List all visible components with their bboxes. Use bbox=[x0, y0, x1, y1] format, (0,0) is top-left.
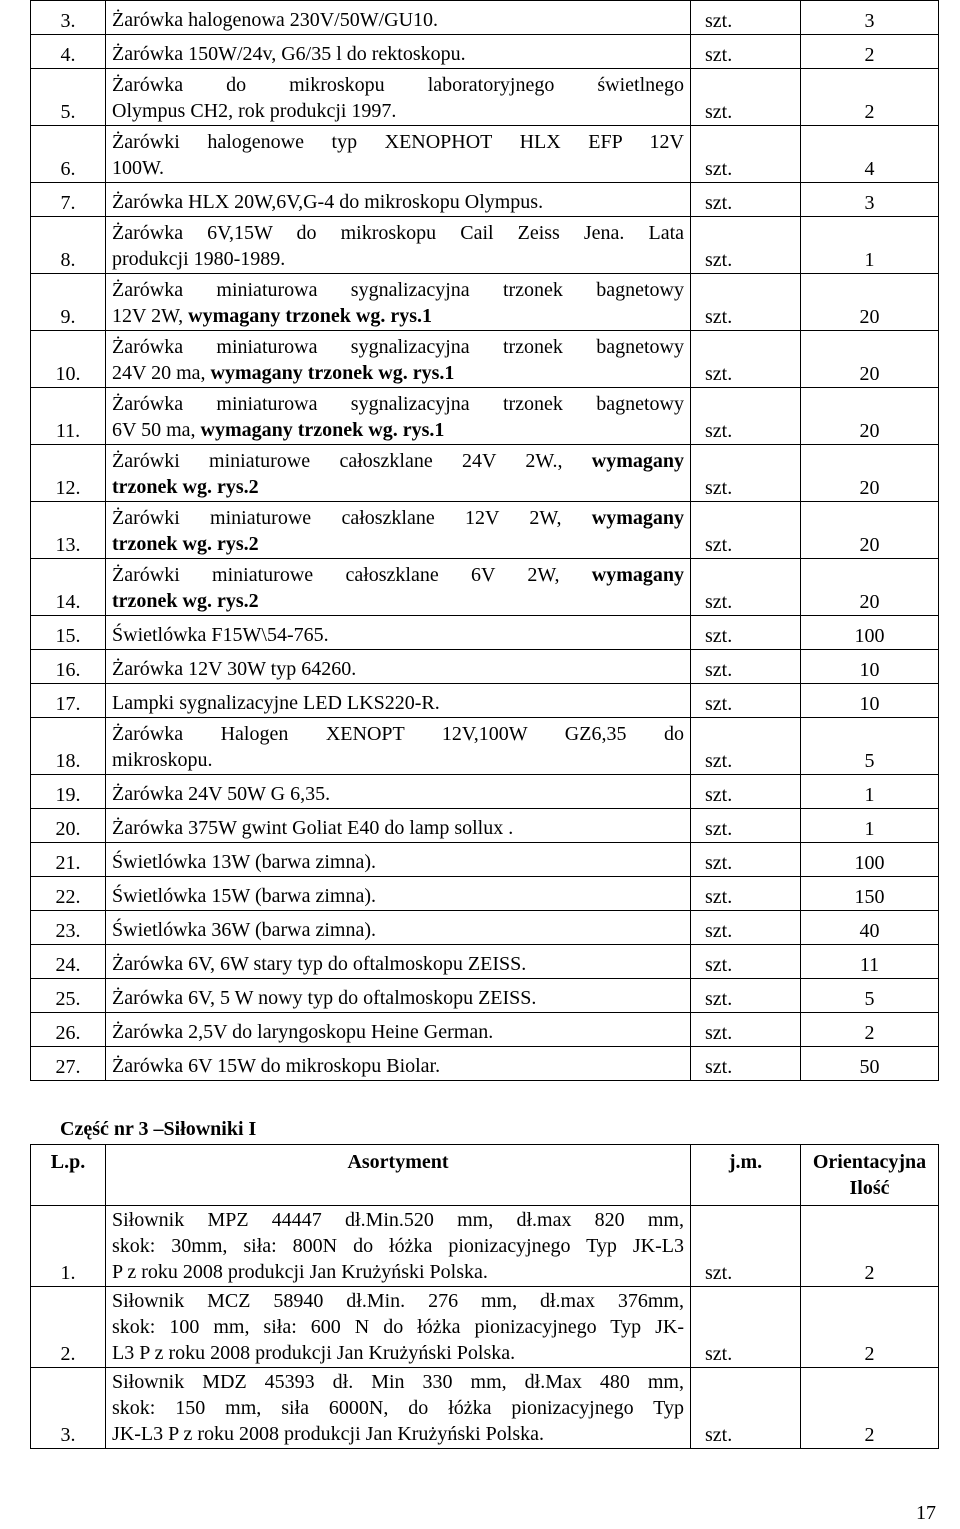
description-text: 12V 2W, bbox=[112, 305, 189, 327]
table-row bbox=[31, 877, 939, 911]
item-description bbox=[106, 616, 691, 650]
description-line: Świetlówka 13W (barwa zimna). bbox=[112, 851, 376, 873]
description-line: Żarówka miniaturowa sygnalizacyjna trzonek bagnetowy bbox=[112, 279, 684, 301]
description-line: Siłownik MPZ 44447 dł.Min.520 mm, dł.max 820 mm, bbox=[112, 1209, 684, 1231]
table-row bbox=[31, 445, 939, 502]
row-number: 22. bbox=[31, 877, 106, 911]
quantity: 2 bbox=[801, 1287, 939, 1368]
description-line: Żarówka Halogen XENOPT 12V,100W GZ6,35 do bbox=[112, 723, 684, 745]
table-row bbox=[31, 684, 939, 718]
quantity: 20 bbox=[801, 274, 939, 331]
unit: szt. bbox=[691, 1287, 801, 1368]
item-description bbox=[106, 445, 691, 502]
row-number: 15. bbox=[31, 616, 106, 650]
description-requirement: wymagany bbox=[591, 564, 684, 586]
table-row bbox=[31, 126, 939, 183]
row-number: 24. bbox=[31, 945, 106, 979]
header-jm: j.m. bbox=[691, 1145, 801, 1206]
table-row bbox=[31, 1287, 939, 1368]
quantity: 100 bbox=[801, 616, 939, 650]
description-line: Żarówka do mikroskopu laboratoryjnego świetlnego bbox=[112, 74, 684, 96]
unit: szt. bbox=[691, 945, 801, 979]
unit: szt. bbox=[691, 1206, 801, 1287]
item-description bbox=[106, 1047, 691, 1081]
table-row bbox=[31, 1047, 939, 1081]
unit: szt. bbox=[691, 388, 801, 445]
description-requirement: wymagany trzonek wg. rys.1 bbox=[210, 362, 455, 384]
quantity: 20 bbox=[801, 502, 939, 559]
table-row bbox=[31, 183, 939, 217]
table-row bbox=[31, 979, 939, 1013]
row-number: 16. bbox=[31, 650, 106, 684]
quantity: 20 bbox=[801, 445, 939, 502]
row-number: 27. bbox=[31, 1047, 106, 1081]
description-line bbox=[112, 448, 684, 474]
row-number: 6. bbox=[31, 126, 106, 183]
items-table-part3 bbox=[30, 1144, 939, 1449]
table-row bbox=[31, 650, 939, 684]
table-row bbox=[31, 502, 939, 559]
quantity: 150 bbox=[801, 877, 939, 911]
row-number: 19. bbox=[31, 775, 106, 809]
description-line: Świetlówka 15W (barwa zimna). bbox=[112, 885, 376, 907]
description-line: skok: 150 mm, siła 6000N, do łóżka pionizacyjnego Typ bbox=[112, 1397, 684, 1419]
description-line: L3 P z roku 2008 produkcji Jan Krużyński Polska. bbox=[112, 1342, 516, 1364]
row-number: 9. bbox=[31, 274, 106, 331]
description-text: 24V 20 ma, bbox=[112, 362, 211, 384]
unit: szt. bbox=[691, 650, 801, 684]
quantity: 20 bbox=[801, 559, 939, 616]
quantity: 3 bbox=[801, 183, 939, 217]
quantity: 2 bbox=[801, 35, 939, 69]
description-requirement: trzonek wg. rys.2 bbox=[112, 590, 259, 612]
description-line: skok: 30mm, siła: 800N do łóżka pionizacyjnego Typ JK-L3 bbox=[112, 1235, 684, 1257]
description-line: Żarówka 6V, 5 W nowy typ do oftalmoskopu ZEISS. bbox=[112, 987, 537, 1009]
item-description bbox=[106, 1013, 691, 1047]
table-row bbox=[31, 331, 939, 388]
description-line bbox=[112, 303, 684, 329]
unit: szt. bbox=[691, 35, 801, 69]
unit: szt. bbox=[691, 274, 801, 331]
description-line: Żarówka 6V 15W do mikroskopu Biolar. bbox=[112, 1055, 441, 1077]
item-description bbox=[106, 183, 691, 217]
table-row bbox=[31, 69, 939, 126]
description-text: Żarówki miniaturowe całoszklane 6V 2W, bbox=[112, 564, 592, 586]
row-number: 5. bbox=[31, 69, 106, 126]
quantity: 1 bbox=[801, 775, 939, 809]
item-description bbox=[106, 945, 691, 979]
description-line: Świetlówka F15W\54-765. bbox=[112, 624, 329, 646]
description-line: Żarówka miniaturowa sygnalizacyjna trzonek bagnetowy bbox=[112, 336, 684, 358]
item-description bbox=[106, 559, 691, 616]
items-table-body-part3 bbox=[31, 1206, 939, 1449]
row-number: 17. bbox=[31, 684, 106, 718]
description-line bbox=[112, 417, 684, 443]
row-number: 10. bbox=[31, 331, 106, 388]
table-row bbox=[31, 809, 939, 843]
row-number: 13. bbox=[31, 502, 106, 559]
table-row bbox=[31, 718, 939, 775]
unit: szt. bbox=[691, 126, 801, 183]
table-row bbox=[31, 1368, 939, 1449]
quantity: 10 bbox=[801, 650, 939, 684]
description-line: Siłownik MDZ 45393 dł. Min 330 mm, dł.Max 480 mm, bbox=[112, 1371, 684, 1393]
description-line: Żarówki halogenowe typ XENOPHOT HLX EFP 12V bbox=[112, 131, 684, 153]
description-line: mikroskopu. bbox=[112, 749, 213, 771]
quantity: 5 bbox=[801, 979, 939, 1013]
description-line: produkcji 1980-1989. bbox=[112, 248, 286, 270]
row-number: 21. bbox=[31, 843, 106, 877]
unit: szt. bbox=[691, 1013, 801, 1047]
quantity: 40 bbox=[801, 911, 939, 945]
description-line: Świetlówka 36W (barwa zimna). bbox=[112, 919, 376, 941]
row-number: 7. bbox=[31, 183, 106, 217]
quantity: 20 bbox=[801, 331, 939, 388]
item-description bbox=[106, 1287, 691, 1368]
description-line: Żarówka halogenowa 230V/50W/GU10. bbox=[112, 9, 439, 31]
unit: szt. bbox=[691, 1047, 801, 1081]
row-number: 3. bbox=[31, 1, 106, 35]
description-line: JK-L3 P z roku 2008 produkcji Jan Krużyński Polska. bbox=[112, 1423, 544, 1445]
description-line: Żarówka miniaturowa sygnalizacyjna trzonek bagnetowy bbox=[112, 393, 684, 415]
unit: szt. bbox=[691, 718, 801, 775]
quantity: 2 bbox=[801, 69, 939, 126]
description-requirement: wymagany bbox=[591, 507, 684, 529]
table-row bbox=[31, 843, 939, 877]
unit: szt. bbox=[691, 217, 801, 274]
item-description bbox=[106, 388, 691, 445]
table-row bbox=[31, 775, 939, 809]
quantity: 100 bbox=[801, 843, 939, 877]
description-line: 100W. bbox=[112, 157, 165, 179]
description-line: skok: 100 mm, siła: 600 N do łóżka pionizacyjnego Typ JK- bbox=[112, 1316, 684, 1338]
description-requirement: wymagany bbox=[591, 450, 684, 472]
quantity: 4 bbox=[801, 126, 939, 183]
item-description bbox=[106, 274, 691, 331]
quantity: 2 bbox=[801, 1206, 939, 1287]
description-line: Lampki sygnalizacyjne LED LKS220-R. bbox=[112, 692, 440, 714]
description-line: Żarówka 2,5V do laryngoskopu Heine German. bbox=[112, 1021, 494, 1043]
item-description bbox=[106, 1368, 691, 1449]
description-line: Żarówka 375W gwint Goliat E40 do lamp sollux . bbox=[112, 817, 514, 839]
table-row bbox=[31, 35, 939, 69]
page-number: 17 bbox=[916, 1502, 936, 1524]
unit: szt. bbox=[691, 911, 801, 945]
unit: szt. bbox=[691, 69, 801, 126]
table-row bbox=[31, 1, 939, 35]
header-lp: L.p. bbox=[31, 1145, 106, 1206]
item-description bbox=[106, 331, 691, 388]
unit: szt. bbox=[691, 979, 801, 1013]
item-description bbox=[106, 217, 691, 274]
description-line: Siłownik MCZ 58940 dł.Min. 276 mm, dł.max 376mm, bbox=[112, 1290, 684, 1312]
unit: szt. bbox=[691, 684, 801, 718]
description-line bbox=[112, 505, 684, 531]
quantity: 5 bbox=[801, 718, 939, 775]
row-number: 14. bbox=[31, 559, 106, 616]
unit: szt. bbox=[691, 183, 801, 217]
items-table-body bbox=[31, 1, 939, 1081]
description-requirement: wymagany trzonek wg. rys.1 bbox=[200, 419, 445, 441]
description-line: Olympus CH2, rok produkcji 1997. bbox=[112, 100, 397, 122]
row-number: 2. bbox=[31, 1287, 106, 1368]
quantity: 20 bbox=[801, 388, 939, 445]
quantity: 11 bbox=[801, 945, 939, 979]
description-line: Żarówka 24V 50W G 6,35. bbox=[112, 783, 331, 805]
table-row bbox=[31, 274, 939, 331]
quantity: 3 bbox=[801, 1, 939, 35]
table-row bbox=[31, 1206, 939, 1287]
unit: szt. bbox=[691, 616, 801, 650]
description-line: Żarówka 150W/24v, G6/35 l do rektoskopu. bbox=[112, 43, 466, 65]
item-description bbox=[106, 809, 691, 843]
description-line: Żarówka 12V 30W typ 64260. bbox=[112, 658, 357, 680]
table-row bbox=[31, 559, 939, 616]
description-text: Żarówki miniaturowe całoszklane 12V 2W, bbox=[112, 507, 592, 529]
item-description bbox=[106, 877, 691, 911]
unit: szt. bbox=[691, 877, 801, 911]
description-line: Żarówka HLX 20W,6V,G-4 do mikroskopu Olympus. bbox=[112, 191, 544, 213]
item-description bbox=[106, 1206, 691, 1287]
row-number: 25. bbox=[31, 979, 106, 1013]
unit: szt. bbox=[691, 843, 801, 877]
quantity: 50 bbox=[801, 1047, 939, 1081]
description-line bbox=[112, 360, 684, 386]
row-number: 8. bbox=[31, 217, 106, 274]
header-ilosc: Orientacyjna Ilość bbox=[801, 1145, 939, 1206]
table-row bbox=[31, 911, 939, 945]
quantity: 2 bbox=[801, 1013, 939, 1047]
unit: szt. bbox=[691, 331, 801, 388]
quantity: 2 bbox=[801, 1368, 939, 1449]
row-number: 11. bbox=[31, 388, 106, 445]
item-description bbox=[106, 35, 691, 69]
unit: szt. bbox=[691, 1368, 801, 1449]
description-line: Żarówka 6V,15W do mikroskopu Cail Zeiss Jena. Lata bbox=[112, 222, 684, 244]
table-row bbox=[31, 1013, 939, 1047]
table-row bbox=[31, 217, 939, 274]
item-description bbox=[106, 650, 691, 684]
unit: szt. bbox=[691, 445, 801, 502]
item-description bbox=[106, 843, 691, 877]
item-description bbox=[106, 775, 691, 809]
description-line bbox=[112, 562, 684, 588]
quantity: 10 bbox=[801, 684, 939, 718]
table-row bbox=[31, 945, 939, 979]
item-description bbox=[106, 1, 691, 35]
unit: szt. bbox=[691, 502, 801, 559]
item-description bbox=[106, 502, 691, 559]
description-line: Żarówka 6V, 6W stary typ do oftalmoskopu ZEISS. bbox=[112, 953, 527, 975]
row-number: 18. bbox=[31, 718, 106, 775]
unit: szt. bbox=[691, 559, 801, 616]
header-row bbox=[31, 1145, 939, 1206]
row-number: 26. bbox=[31, 1013, 106, 1047]
table-row bbox=[31, 616, 939, 650]
description-requirement: trzonek wg. rys.2 bbox=[112, 476, 259, 498]
row-number: 3. bbox=[31, 1368, 106, 1449]
description-requirement: trzonek wg. rys.2 bbox=[112, 533, 259, 555]
item-description bbox=[106, 911, 691, 945]
unit: szt. bbox=[691, 775, 801, 809]
item-description bbox=[106, 69, 691, 126]
description-text: 6V 50 ma, bbox=[112, 419, 201, 441]
table-row bbox=[31, 388, 939, 445]
item-description bbox=[106, 979, 691, 1013]
row-number: 23. bbox=[31, 911, 106, 945]
description-text: Żarówki miniaturowe całoszklane 24V 2W., bbox=[112, 450, 592, 472]
description-line: P z roku 2008 produkcji Jan Krużyński Polska. bbox=[112, 1261, 488, 1283]
section-title: Część nr 3 –Siłowniki I bbox=[60, 1118, 257, 1140]
unit: szt. bbox=[691, 809, 801, 843]
row-number: 20. bbox=[31, 809, 106, 843]
description-requirement: wymagany trzonek wg. rys.1 bbox=[188, 305, 432, 327]
quantity: 1 bbox=[801, 809, 939, 843]
row-number: 12. bbox=[31, 445, 106, 502]
items-table-part2 bbox=[30, 0, 939, 1081]
item-description bbox=[106, 718, 691, 775]
row-number: 4. bbox=[31, 35, 106, 69]
row-number: 1. bbox=[31, 1206, 106, 1287]
unit: szt. bbox=[691, 1, 801, 35]
quantity: 1 bbox=[801, 217, 939, 274]
item-description bbox=[106, 126, 691, 183]
header-asortyment: Asortyment bbox=[106, 1145, 691, 1206]
item-description bbox=[106, 684, 691, 718]
